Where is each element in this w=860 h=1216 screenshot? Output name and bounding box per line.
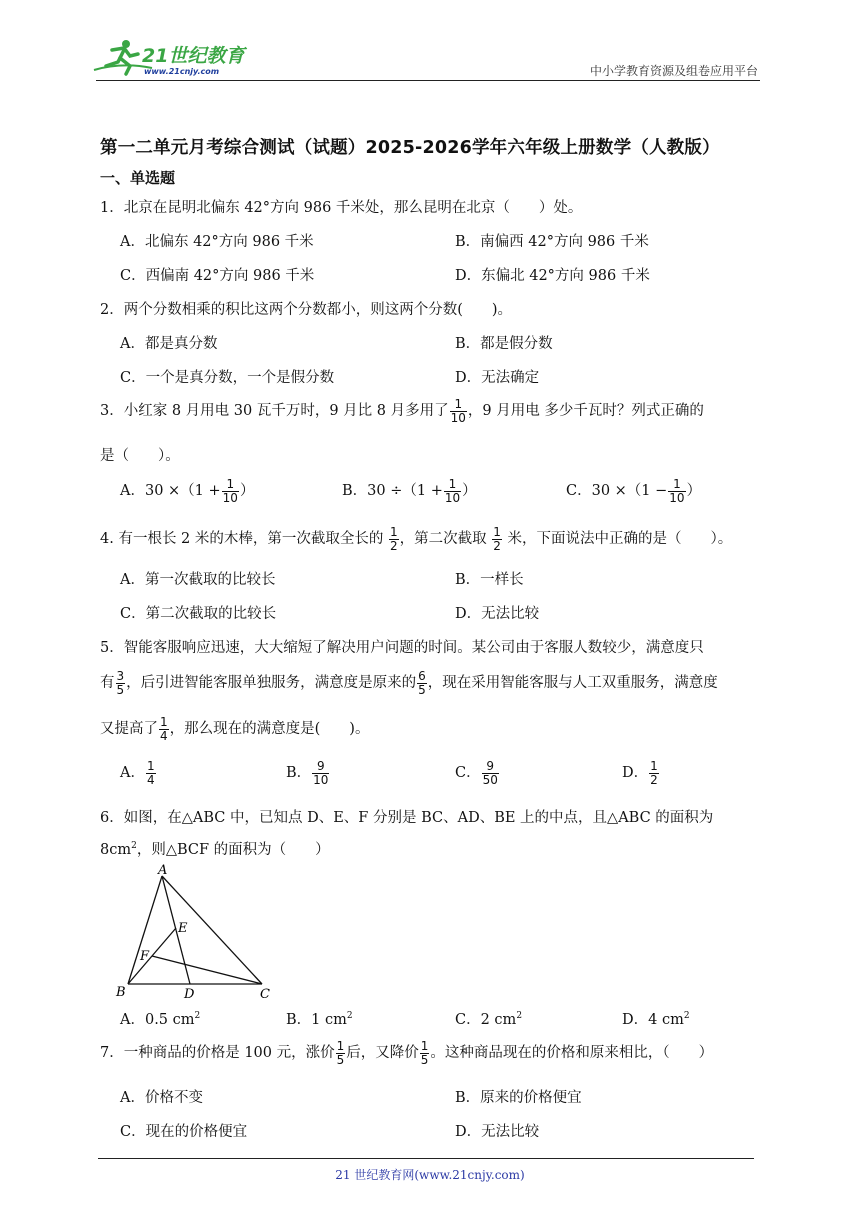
footer-link[interactable]: 21 世纪教育网(www.21cnjy.com) <box>335 1168 525 1182</box>
label-e: E <box>178 921 188 936</box>
logo-text: 21世纪教育 <box>142 45 245 67</box>
page-title: 第一二单元月考综合测试（试题）2025-2026学年六年级上册数学（人教版） <box>100 138 720 158</box>
q6-option-a: A．0.5 $cm^2$ <box>120 1011 201 1028</box>
question-6: 6．如图，在△ABC 中，已知点 D、E、F 分别是 BC、AD、BE 上的中点，且△ABC 的面积为 <box>100 810 714 826</box>
triangle-figure <box>112 862 282 1002</box>
question-7: 7．一种商品的价格是 100 元，涨价 $\frac{1}{5}$ 后，又降价 $\frac{1}{5}$ 。这种商品现在的价格和原来相比，（ ） <box>100 1039 714 1067</box>
q2-option-d: D．无法确定 <box>455 370 540 386</box>
q3-option-a: A．30 ×（1 + $\frac{1}{10}$ ） <box>120 477 255 505</box>
footer-divider <box>98 1158 754 1159</box>
label-f: F <box>140 949 150 964</box>
label-c: C <box>260 987 270 1002</box>
q7-option-b: B．原来的价格便宜 <box>455 1090 582 1106</box>
fraction: $\frac{1}{10}$ <box>450 397 466 425</box>
question-2: 2．两个分数相乘的积比这两个分数都小，则这两个分数( )。 <box>100 302 513 318</box>
q1-option-c: C．西偏南 42°方向 986 千米 <box>120 268 315 284</box>
header-platform: 中小学教育资源及组卷应用平台 <box>589 64 758 78</box>
q1-option-a: A．北偏东 42°方向 986 千米 <box>120 234 314 250</box>
question-3: 3．小红家 8 月用电 30 瓦千万时，9 月比 8 月多用了 $\frac{1}{10}$ ，9 月用电 多少千瓦时？列式正确的 <box>100 397 704 425</box>
section-heading: 一、单选题 <box>100 169 176 187</box>
q4-option-d: D．无法比较 <box>455 606 540 622</box>
q5-option-c: C． $\frac{9}{50}$ <box>455 759 498 787</box>
q5-option-a: A． $\frac{1}{4}$ <box>120 759 155 787</box>
label-d: D <box>184 987 195 1002</box>
site-logo <box>92 36 262 80</box>
q3-option-c: C．30 ×（1 − $\frac{1}{10}$ ） <box>566 477 702 505</box>
q5-option-d: D． $\frac{1}{2}$ <box>622 759 658 787</box>
q2-option-c: C．一个是真分数，一个是假分数 <box>120 370 335 386</box>
label-a: A <box>158 863 168 878</box>
question-5-line3: 又提高了 $\frac{1}{4}$ ，那么现在的满意度是( )。 <box>100 715 370 743</box>
q2-option-a: A．都是真分数 <box>120 336 218 352</box>
q2-option-b: B．都是假分数 <box>455 336 553 352</box>
q6-option-d: D．4 $cm^2$ <box>622 1011 690 1028</box>
logo-url: www.21cnjy.com <box>144 67 220 76</box>
q4-option-c: C．第二次截取的比较长 <box>120 606 277 622</box>
question-6-line2: $8cm^2$，则△BCF 的面积为（ ） <box>100 841 330 858</box>
q6-option-b: B．1 $cm^2$ <box>286 1011 353 1028</box>
q4-option-a: A．第一次截取的比较长 <box>120 572 276 588</box>
question-1: 1．北京在昆明北偏东 42°方向 986 千米处，那么昆明在北京（ ）处。 <box>100 200 583 216</box>
question-5: 5．智能客服响应迅速，大大缩短了解决用户问题的时间。某公司由于客服人数较少，满意度只 <box>100 640 704 656</box>
header-divider <box>96 80 760 81</box>
q7-option-d: D．无法比较 <box>455 1124 540 1140</box>
q6-option-c: C．2 $cm^2$ <box>455 1011 523 1028</box>
q5-option-b: B． $\frac{9}{10}$ <box>286 759 329 787</box>
q1-option-b: B．南偏西 42°方向 986 千米 <box>455 234 649 250</box>
q7-option-a: A．价格不变 <box>120 1090 203 1106</box>
q7-option-c: C．现在的价格便宜 <box>120 1124 248 1140</box>
q4-option-b: B．一样长 <box>455 572 524 588</box>
q1-option-d: D．东偏北 42°方向 986 千米 <box>455 268 650 284</box>
q3-option-b: B．30 ÷（1 + $\frac{1}{10}$ ） <box>342 477 477 505</box>
question-3-cont: 是（ ）。 <box>100 448 180 464</box>
label-b: B <box>116 985 126 1000</box>
question-5-line2: 有 $\frac{3}{5}$ ，后引进智能客服单独服务，满意度是原来的 $\frac{6}{5}$ ，现在采用智能客服与人工双重服务，满意度 <box>100 669 718 697</box>
question-4: 4. 有一根长 2 米的木棒，第一次截取全长的 $\frac{1}{2}$ ，第二次截取 $\frac{1}{2}$ 米，下面说法中正确的是（ ）。 <box>100 525 733 553</box>
